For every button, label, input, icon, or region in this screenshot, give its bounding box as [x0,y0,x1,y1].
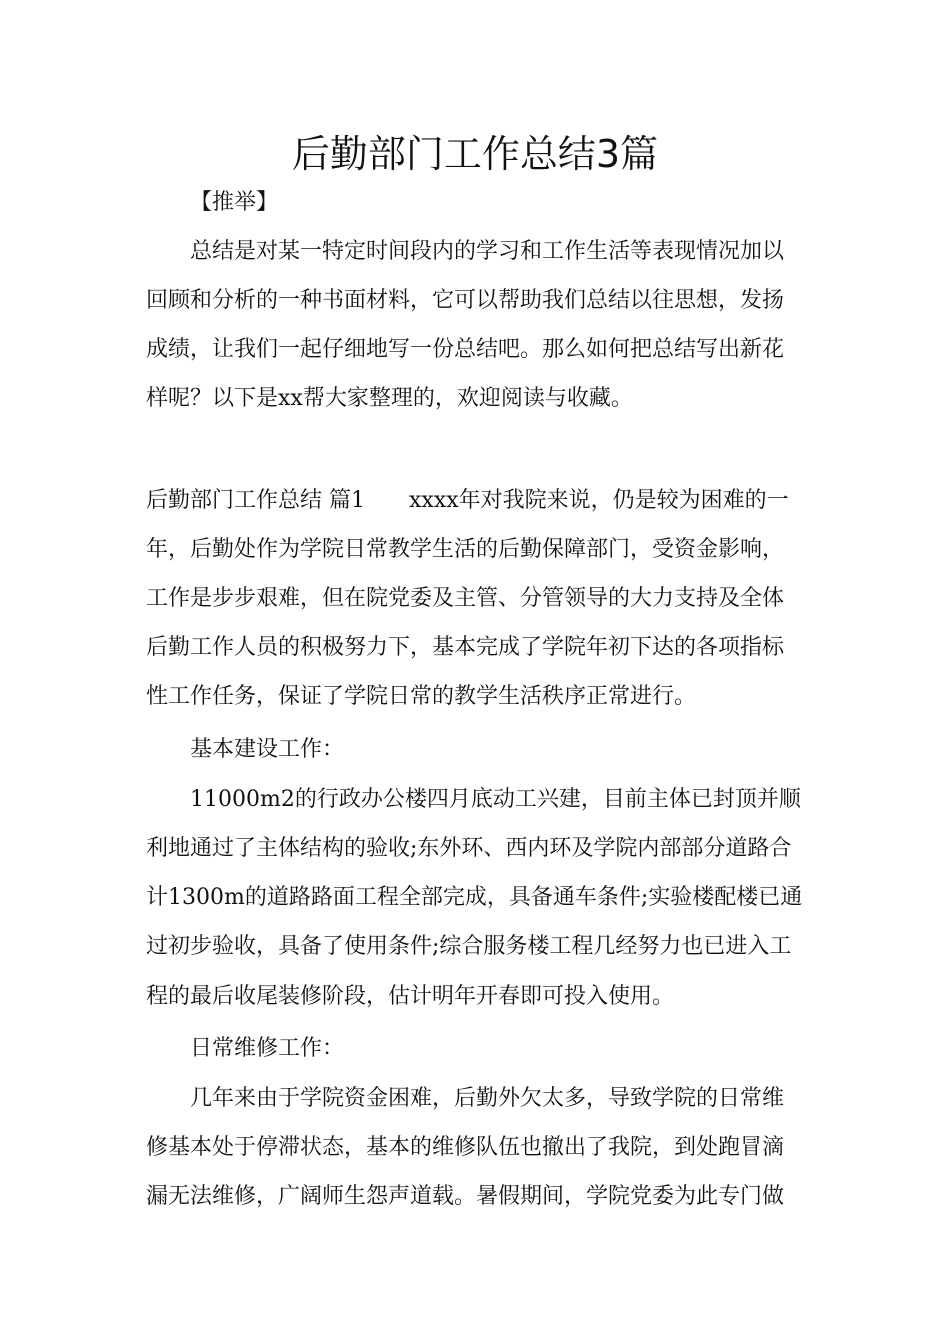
section-1-first-line [146,486,826,516]
recommend-tag: 【推举】 [190,190,279,215]
section-1-text-start: xxxx年对我院来说，仍是较为困难的一 [409,488,789,513]
section-1-line: 性工作任务，保证了学院日常的教学生活秩序正常进行。 [146,684,697,709]
section-1-line: 工作是步步艰难，但在院党委及主管、分管领导的大力支持及全体 [146,586,785,611]
intro-line: 样呢？以下是xx帮大家整理的，欢迎阅读与收藏。 [146,386,633,411]
section-1-line: 年，后勤处作为学院日常教学生活的后勤保障部门，受资金影响， [146,537,785,562]
construction-heading: 基本建设工作： [190,737,345,762]
section-1-heading: 后勤部门工作总结 篇1 [146,488,365,513]
document-title: 后勤部门工作总结3篇 [291,132,659,176]
maintenance-heading: 日常维修工作： [190,1036,345,1061]
maintenance-line: 漏无法维修，广阔师生怨声道载。暑假期间，学院党委为此专门做 [146,1184,785,1209]
intro-line: 回顾和分析的一种书面材料，它可以帮助我们总结以往思想，发扬 [146,288,785,313]
maintenance-line: 修基本处于停滞状态，基本的维修队伍也撤出了我院，到处跑冒滴 [146,1135,785,1160]
intro-line: 总结是对某一特定时间段内的学习和工作生活等表现情况加以 [190,239,785,264]
construction-line: 利地通过了主体结构的验收;东外环、西内环及学院内部部分道路合 [146,836,792,861]
construction-line: 计1300m的道路路面工程全部完成，具备通车条件;实验楼配楼已通 [146,885,803,910]
construction-line: 过初步验收，具备了使用条件;综合服务楼工程几经努力也已进入工 [146,934,792,959]
intro-line: 成绩，让我们一起仔细地写一份总结吧。那么如何把总结写出新花 [146,337,785,362]
construction-line: 程的最后收尾装修阶段，估计明年开春即可投入使用。 [146,984,675,1009]
maintenance-line: 几年来由于学院资金困难，后勤外欠太多，导致学院的日常维 [190,1086,785,1111]
section-1-line: 后勤工作人员的积极努力下，基本完成了学院年初下达的各项指标 [146,635,785,660]
construction-line: 11000m2的行政办公楼四月底动工兴建，目前主体已封顶并顺 [190,787,801,812]
